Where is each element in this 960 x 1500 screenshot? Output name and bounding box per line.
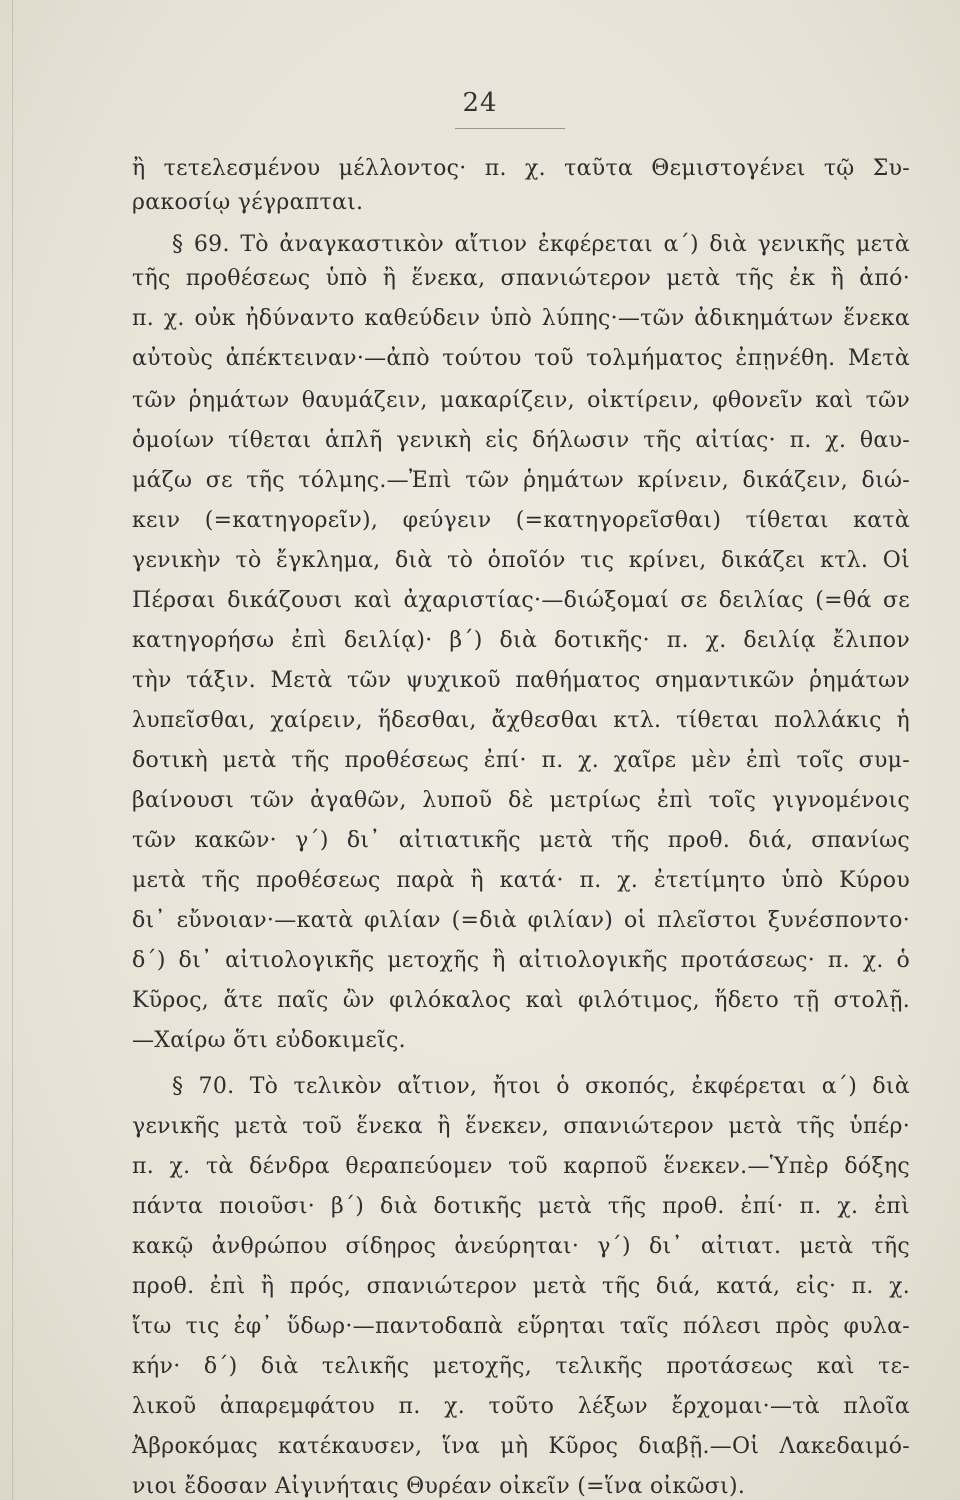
- text-line: τῶν ῥημάτων θαυμάζειν, μακαρίζειν, οἰκτίρειν, φθονεῖν καὶ τῶν: [132, 388, 910, 413]
- text-line: Κῦρος, ἅτε παῖς ὢν φιλόκαλος καὶ φιλότιμος, ἥδετο τῇ στολῇ.: [132, 988, 910, 1013]
- text-line: κατηγορήσω ἐπὶ δειλίᾳ)· β΄) διὰ δοτικῆς· π. χ. δειλίᾳ ἔλιπον: [132, 628, 910, 653]
- header-rule: [455, 128, 565, 129]
- section-70-first-line: § 70. Τὸ τελικὸν αἴτιον, ἤτοι ὁ σκοπός, ἐκφέρεται α΄) διὰ: [172, 1074, 910, 1099]
- page-number: 24: [462, 88, 498, 118]
- text-line: μάζω σε τῆς τόλμης.—Ἐπὶ τῶν ῥημάτων κρίνειν, δικάζειν, διώ-: [132, 468, 910, 493]
- text-line: νιοι ἔδοσαν Αἰγινήταις Θυρέαν οἰκεῖν (=ἵνα οἰκῶσι).: [132, 1474, 746, 1499]
- text-line: Ἀβροκόμας κατέκαυσεν, ἵνα μὴ Κῦρος διαβῇ.—Οἱ Λακεδαιμό-: [132, 1434, 910, 1459]
- text-line: λικοῦ ἀπαρεμφάτου π. χ. τοῦτο λέξων ἔρχομαι·—τὰ πλοῖα: [132, 1394, 910, 1419]
- text-line: δοτικὴ μετὰ τῆς προθέσεως ἐπί· π. χ. χαῖρε μὲν ἐπὶ τοῖς συμ-: [132, 748, 910, 773]
- text-line: κειν (=κατηγορεῖν), φεύγειν (=κατηγορεῖσθαι) τίθεται κατὰ: [132, 508, 910, 533]
- text-line: τῆς προθέσεως ὑπὸ ἢ ἕνεκα, σπανιώτερον μετὰ τῆς ἐκ ἢ ἀπό·: [132, 266, 910, 291]
- text-line: βαίνουσι τῶν ἀγαθῶν, λυποῦ δὲ μετρίως ἐπὶ τοῖς γιγνομένοις: [132, 788, 910, 813]
- text-line: αὐτοὺς ἀπέκτειναν·—ἀπὸ τούτου τοῦ τολμήματος ἐπῃνέθη. Μετὰ: [132, 346, 910, 371]
- text-line: τῶν κακῶν· γ΄) δι᾽ αἰτιατικῆς μετὰ τῆς προθ. διά, σπανίως: [132, 828, 910, 853]
- text-line: π. χ. τὰ δένδρα θεραπεύομεν τοῦ καρποῦ ἕνεκεν.—Ὑπὲρ δόξης: [132, 1154, 910, 1179]
- text-line: λυπεῖσθαι, χαίρειν, ἥδεσθαι, ἄχθεσθαι κτλ. τίθεται πολλάκις ἡ: [132, 708, 910, 733]
- text-line: ἢ τετελεσμένου μέλλοντος· π. χ. ταῦτα Θεμιστογένει τῷ Συ-: [132, 156, 910, 181]
- text-line: κήν· δ΄) διὰ τελικῆς μετοχῆς, τελικῆς προτάσεως καὶ τε-: [132, 1354, 910, 1379]
- text-line: δ΄) δι᾽ αἰτιολογικῆς μετοχῆς ἢ αἰτιολογικῆς προτάσεως· π. χ. ὁ: [132, 948, 910, 973]
- text-line: π. χ. οὐκ ἠδύναντο καθεύδειν ὑπὸ λύπης·—τῶν ἀδικημάτων ἕνεκα: [132, 306, 910, 331]
- text-line: γενικὴν τὸ ἔγκλημα, διὰ τὸ ὁποῖόν τις κρίνει, δικάζει κτλ. Οἱ: [132, 548, 910, 573]
- section-69-first-line: § 69. Τὸ ἀναγκαστικὸν αἴτιον ἐκφέρεται α΄) διὰ γενικῆς μετὰ: [172, 232, 910, 257]
- text-line: δι᾽ εὔνοιαν·—κατὰ φιλίαν (=διὰ φιλίαν) οἱ πλεῖστοι ξυνέσποντο·: [132, 908, 910, 933]
- page-edge: [12, 0, 13, 1500]
- text-line: κακῷ ἀνθρώπου σίδηρος ἀνεύρηται· γ΄) δι᾽ αἰτιατ. μετὰ τῆς: [132, 1234, 910, 1259]
- text-line: πάντα ποιοῦσι· β΄) διὰ δοτικῆς μετὰ τῆς προθ. ἐπί· π. χ. ἐπὶ: [132, 1194, 910, 1219]
- text-line: τὴν τάξιν. Μετὰ τῶν ψυχικοῦ παθήματος σημαντικῶν ῥημάτων: [132, 668, 910, 693]
- text-line: Πέρσαι δικάζουσι καὶ ἀχαριστίας·—διώξομαί σε δειλίας (=θά σε: [132, 588, 910, 613]
- text-line: μετὰ τῆς προθέσεως παρὰ ἢ κατά· π. χ. ἐτετίμητο ὑπὸ Κύρου: [132, 868, 910, 893]
- text-line: —Χαίρω ὅτι εὐδοκιμεῖς.: [132, 1028, 406, 1053]
- text-line: ἴτω τις ἐφ᾽ ὕδωρ·—παντοδαπὰ εὕρηται ταῖς πόλεσι πρὸς φυλα-: [132, 1314, 910, 1339]
- text-line: ρακοσίῳ γέγραπται.: [132, 190, 364, 215]
- text-line: γενικῆς μετὰ τοῦ ἕνεκα ἢ ἕνεκεν, σπανιώτερον μετὰ τῆς ὑπέρ·: [132, 1114, 910, 1139]
- text-line: προθ. ἐπὶ ἢ πρός, σπανιώτερον μετὰ τῆς διά, κατά, εἰς· π. χ.: [132, 1274, 910, 1299]
- text-line: ὁμοίων τίθεται ἁπλῆ γενικὴ εἰς δήλωσιν τῆς αἰτίας· π. χ. θαυ-: [132, 428, 910, 453]
